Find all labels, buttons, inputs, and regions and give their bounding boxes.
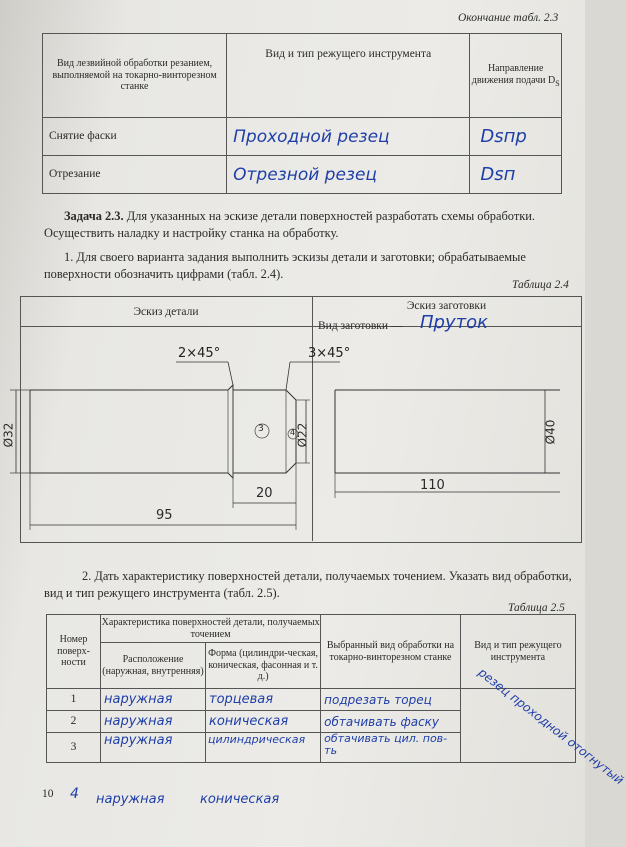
header-processing-kind: Выбранный вид обработки на токарно-винторезном станке	[321, 615, 461, 689]
row-operation: Отрезание	[43, 156, 227, 194]
surface-number-4: 4	[290, 428, 296, 437]
row-feed: Dsпр	[470, 118, 562, 156]
task-title: Задача 2.3.	[64, 209, 124, 223]
extra-row-number: 4	[70, 786, 79, 802]
extra-row-form: коническая	[200, 792, 280, 807]
row-location: наружная	[101, 733, 206, 763]
blank-length: 110	[420, 478, 445, 493]
item-1: 1. Для своего варианта задания выполнить эскизы детали и заготовки; обрабатываемые поверхности обозначить цифрами (табл. 2.4).	[44, 250, 526, 281]
dim-diameter-main: Ø32	[1, 422, 16, 448]
dim-chamfer-left: 2×45°	[178, 346, 221, 361]
header-blank-sketch: Эскиз заготовки	[406, 300, 487, 312]
row-tool-cell	[460, 665, 626, 788]
surface-number-3: 3	[258, 424, 264, 434]
header-feed-text: Направление движения подачи D	[471, 63, 556, 86]
header-operation: Вид лезвийной обработки резанием, выполняемой на токарно-винторезном станке	[43, 34, 227, 118]
row-processing: подрезать торец	[321, 689, 461, 711]
dim-total-length: 95	[156, 508, 173, 523]
blank-type-label: Вид заготовки —	[318, 320, 403, 332]
header-location: Расположение (наружная, внутренняя)	[101, 643, 206, 689]
surfaces-table	[46, 614, 626, 788]
page-number: 10	[42, 788, 54, 800]
row-feed: Dsп	[470, 156, 562, 194]
row-form: торцевая	[206, 689, 321, 711]
item-2: 2. Дать характеристику поверхностей детали, получаемых точением. Указать вид обработки, вид и тип режущего инструмента (табл. 2.5).	[44, 569, 572, 600]
table-2-4-caption: Таблица 2.4	[512, 279, 569, 291]
row-location: наружная	[101, 711, 206, 733]
row-number: 2	[47, 711, 101, 733]
dim-chamfer-right: 3×45°	[308, 346, 351, 361]
header-part-sketch: Эскиз детали	[133, 306, 199, 318]
row-number: 1	[47, 689, 101, 711]
row-operation: Снятие фаски	[43, 118, 227, 156]
header-surface-number: Номер поверх-ности	[47, 615, 101, 689]
table-2-5-caption: Таблица 2.5	[508, 602, 565, 614]
row-location: наружная	[101, 689, 206, 711]
row-number: 3	[47, 733, 101, 763]
header-feed-sub: S	[555, 78, 560, 88]
operations-table	[42, 33, 562, 194]
row-form: цилиндрическая	[206, 733, 321, 763]
part-sketch-drawing	[0, 330, 585, 545]
blank-diameter: Ø40	[543, 419, 558, 445]
row-tool: Проходной резец	[227, 118, 470, 156]
dim-step-length: 20	[256, 486, 273, 501]
row-form: коническая	[206, 711, 321, 733]
extra-row-location: наружная	[96, 792, 165, 807]
row-tool: Отрезной резец	[227, 156, 470, 194]
row-processing: обтачивать цил. пов-ть	[321, 733, 461, 763]
header-characteristics: Характеристика поверхностей детали, получаемых точением	[101, 615, 321, 643]
header-form: Форма (цилиндри-ческая, коническая, фасонная и т. д.)	[206, 643, 321, 689]
header-feed	[470, 34, 562, 118]
tool-note: резец проходной отогнутый	[475, 665, 626, 788]
table-caption: Окончание табл. 2.3	[458, 12, 559, 24]
dim-diameter-step: Ø22	[295, 422, 310, 448]
sketch-header-line	[20, 326, 581, 327]
task-paragraph	[44, 208, 564, 241]
blank-type-value: Пруток	[420, 312, 488, 333]
task-text: Для указанных на эскизе детали поверхностей разработать схемы обработки. Осуществить наладку и настройку станка на обработку.	[44, 209, 535, 240]
row-processing: обтачивать фаску	[321, 711, 461, 733]
header-cutting-tool: Вид и тип режущего инструмента	[460, 615, 575, 689]
header-tool: Вид и тип режущего инструмента	[227, 34, 470, 118]
